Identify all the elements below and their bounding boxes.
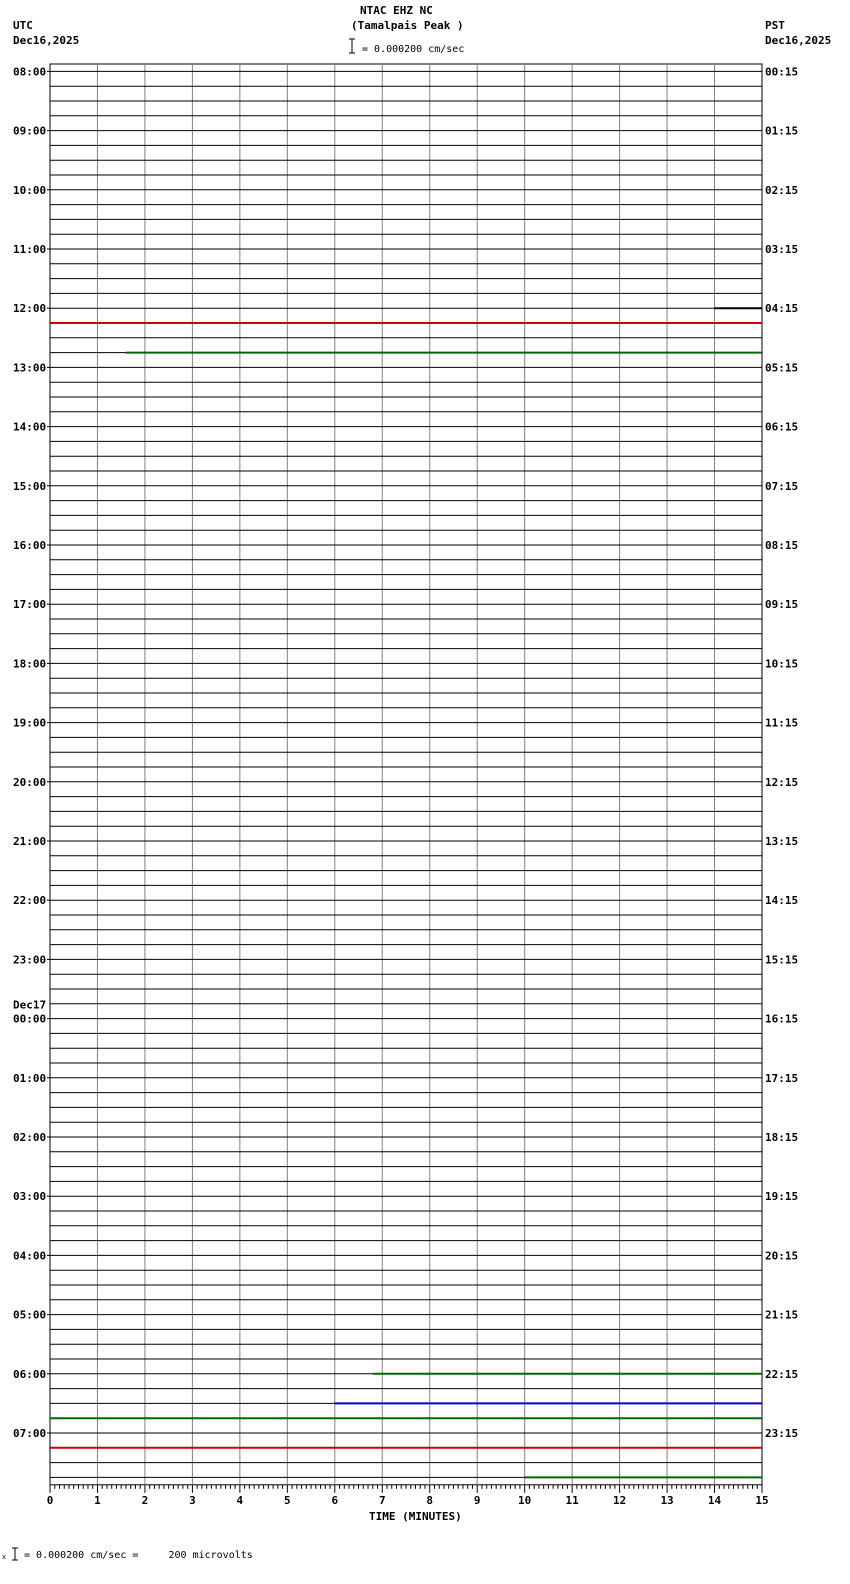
trace-group (50, 71, 762, 1477)
x-tick-label: 7 (378, 1493, 386, 1507)
utc-hour-label: 15:00 (13, 479, 47, 493)
utc-hour-label: 00:00 (13, 1012, 47, 1026)
pst-hour-label: 04:15 (765, 302, 799, 316)
utc-hour-label: 18:00 (13, 657, 47, 671)
x-tick-label: 6 (331, 1493, 339, 1507)
pst-hour-label: 14:15 (765, 894, 799, 908)
utc-hour-label: 14:00 (13, 420, 47, 434)
axis-labels (13, 65, 798, 1506)
footer-scale-text: = 0.000200 cm/sec = 200 microvolts (24, 1550, 253, 1561)
pst-hour-label: 12:15 (765, 775, 799, 789)
x-tick-label: 15 (755, 1493, 769, 1507)
pst-hour-label: 18:15 (765, 1131, 799, 1144)
pst-hour-label: 19:15 (765, 1190, 799, 1204)
pst-hour-label: 16:15 (765, 1012, 799, 1026)
pst-hour-label: 23:15 (765, 1427, 799, 1440)
svg-text:x: x (2, 1553, 7, 1561)
x-tick-label: 8 (426, 1493, 434, 1507)
x-tick-label: 3 (189, 1493, 196, 1507)
station-title: NTAC EHZ NC (360, 4, 433, 17)
utc-hour-label: 10:00 (13, 183, 47, 197)
utc-hour-label: 20:00 (13, 775, 47, 789)
pst-hour-label: 13:15 (765, 835, 799, 848)
pst-hour-label: 09:15 (765, 598, 799, 612)
utc-hour-label: 16:00 (13, 539, 47, 552)
pst-hour-label: 22:15 (765, 1367, 799, 1381)
pst-hour-label: 00:15 (765, 65, 799, 79)
pst-hour-label: 17:15 (765, 1071, 799, 1085)
utc-hour-label: 13:00 (13, 361, 47, 375)
header-scale-icon (349, 39, 355, 53)
utc-hour-label: 19:00 (13, 716, 47, 730)
x-tick-label: 5 (284, 1493, 291, 1507)
pst-hour-label: 01:15 (765, 124, 799, 138)
utc-hour-label: 17:00 (13, 598, 47, 612)
pst-hour-label: 03:15 (765, 243, 799, 256)
x-tick-label: 2 (141, 1493, 149, 1507)
pst-hour-label: 05:15 (765, 361, 799, 375)
x-tick-label: 12 (612, 1493, 627, 1507)
plot-border (50, 64, 762, 1485)
utc-hour-label: 01:00 (13, 1071, 47, 1085)
x-tick-label: 13 (660, 1493, 674, 1507)
x-tick-label: 4 (236, 1493, 244, 1507)
utc-hour-label: 02:00 (13, 1131, 47, 1144)
pst-hour-label: 08:15 (765, 539, 799, 552)
pst-hour-label: 10:15 (765, 657, 799, 671)
plot-grid (50, 64, 762, 1485)
utc-hour-label: 22:00 (13, 894, 47, 908)
x-tick-label: 0 (46, 1493, 54, 1507)
x-tick-label: 1 (94, 1493, 101, 1507)
utc-hour-label: 08:00 (13, 65, 47, 79)
pst-hour-label: 02:15 (765, 183, 799, 197)
utc-hour-label: 07:00 (13, 1427, 47, 1440)
pst-hour-label: 06:15 (765, 420, 799, 434)
pst-hour-label: 11:15 (765, 716, 799, 730)
utc-hour-label: 04:00 (13, 1249, 47, 1263)
x-tick-label: 10 (518, 1493, 532, 1507)
pst-hour-label: 15:15 (765, 953, 799, 967)
x-tick-label: 14 (707, 1493, 722, 1507)
station-location: (Tamalpais Peak ) (351, 19, 464, 32)
pst-hour-label: 21:15 (765, 1308, 799, 1322)
utc-hour-label: 23:00 (13, 953, 47, 967)
right-date: Dec16,2025 (765, 34, 832, 47)
date-change-label: Dec17 (13, 998, 47, 1012)
left-date: Dec16,2025 (13, 34, 80, 47)
left-timezone: UTC (13, 19, 33, 32)
utc-hour-label: 11:00 (13, 243, 47, 256)
pst-hour-label: 20:15 (765, 1249, 799, 1263)
right-timezone: PST (765, 19, 785, 32)
x-tick-label: 11 (565, 1493, 579, 1507)
pst-hour-label: 07:15 (765, 479, 799, 493)
footer-scale-icon (2, 1548, 18, 1561)
utc-hour-label: 03:00 (13, 1190, 47, 1204)
utc-hour-label: 09:00 (13, 124, 47, 138)
header-scale-text: = 0.000200 cm/sec (362, 44, 465, 55)
x-axis-label: TIME (MINUTES) (369, 1510, 462, 1523)
utc-hour-label: 05:00 (13, 1308, 47, 1322)
utc-hour-label: 06:00 (13, 1367, 47, 1381)
utc-hour-label: 12:00 (13, 302, 47, 316)
x-tick-label: 9 (473, 1493, 481, 1507)
utc-hour-label: 21:00 (13, 835, 47, 848)
